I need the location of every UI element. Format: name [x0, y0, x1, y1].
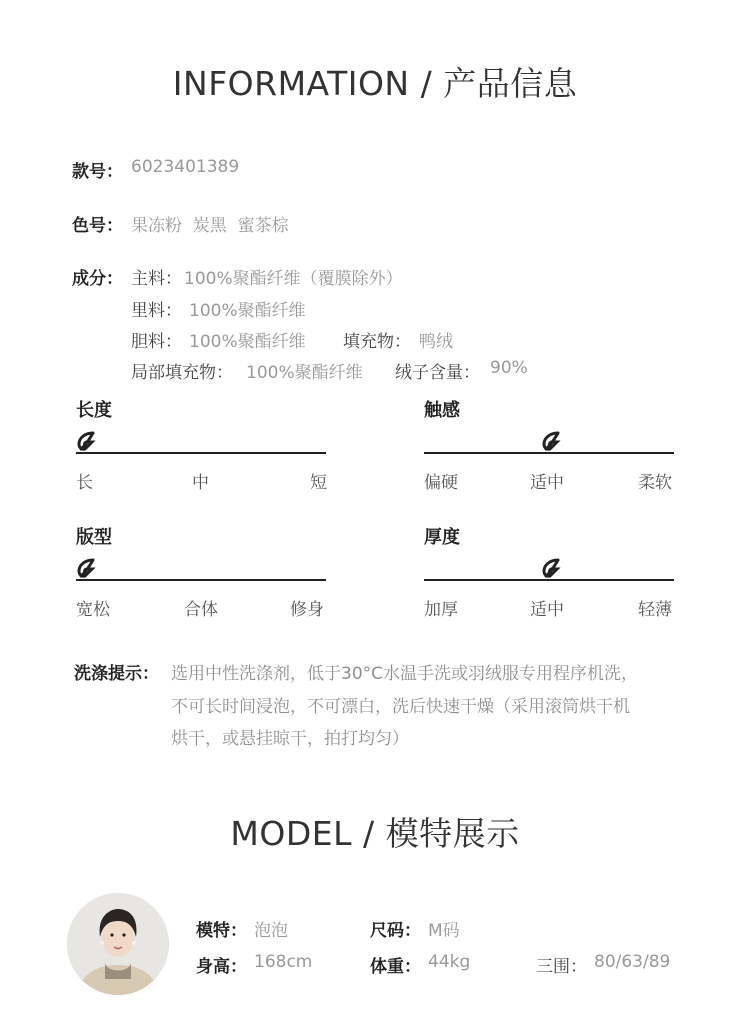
scale-thickness-title: 厚度	[424, 527, 460, 548]
scale-touch-tick-left: 偏硬	[424, 473, 458, 493]
model-weight-label: 体重：	[370, 957, 421, 977]
inner-value: 100%聚酯纤维	[189, 332, 306, 352]
lining-label: 里料：	[131, 301, 182, 321]
down-content-value: 90%	[490, 358, 528, 378]
model-measure-label: 三围：	[536, 957, 587, 977]
leaf-logo-icon	[76, 430, 98, 452]
scale-length-line	[76, 452, 326, 454]
model-weight-value: 44kg	[428, 952, 471, 972]
scale-length-tick-right: 短	[310, 473, 327, 493]
scale-length-tick-mid: 中	[192, 473, 209, 493]
model-title: MODEL / 模特展示	[230, 814, 520, 853]
main-fabric-value: 100%聚酯纤维（覆膜除外）	[184, 269, 403, 289]
model-name-label: 模特：	[196, 921, 247, 941]
partial-fill-value: 100%聚酯纤维	[246, 363, 363, 383]
scale-thickness-tick-left: 加厚	[424, 600, 458, 620]
composition-label: 成分：	[72, 269, 123, 289]
scale-fit-tick-mid: 合体	[184, 600, 218, 620]
inner-label: 胆料：	[131, 332, 182, 352]
model-height-label: 身高：	[196, 957, 247, 977]
wash-line-1: 选用中性洗涤剂，低于30°C水温手洗或羽绒服专用程序机洗，	[171, 664, 639, 684]
main-fabric-label: 主料：	[131, 269, 182, 289]
wash-line-3: 烘干，或悬挂晾干，拍打均匀）	[171, 729, 409, 749]
scale-touch-line	[424, 452, 674, 454]
leaf-logo-icon	[76, 557, 98, 579]
model-size-value: M码	[428, 921, 460, 941]
model-measure-value: 80/63/89	[594, 952, 671, 972]
scale-touch-tick-mid: 适中	[530, 473, 564, 493]
model-portrait-image	[67, 893, 169, 995]
scale-touch-title: 触感	[424, 400, 460, 421]
fill-value: 鸭绒	[419, 332, 453, 352]
scale-fit-tick-left: 宽松	[76, 600, 110, 620]
color-no-value: 果冻粉 炭黑 蜜茶棕	[131, 216, 289, 236]
model-name-value: 泡泡	[254, 921, 288, 941]
fill-label: 填充物：	[343, 332, 411, 352]
scale-length-tick-left: 长	[76, 473, 93, 493]
lining-value: 100%聚酯纤维	[189, 301, 306, 321]
partial-fill-label: 局部填充物：	[131, 363, 233, 383]
scale-fit-line	[76, 579, 326, 581]
scale-fit-title: 版型	[76, 527, 112, 548]
wash-line-2: 不可长时间浸泡，不可漂白，洗后快速干燥（采用滚筒烘干机	[171, 697, 630, 717]
scale-thickness-tick-mid: 适中	[530, 600, 564, 620]
model-height-value: 168cm	[254, 952, 313, 972]
scale-touch-tick-right: 柔软	[638, 473, 672, 493]
leaf-logo-icon	[541, 557, 563, 579]
scale-fit-tick-right: 修身	[290, 600, 324, 620]
scale-length-title: 长度	[76, 400, 112, 421]
model-size-label: 尺码：	[370, 921, 421, 941]
style-no-value: 6023401389	[131, 157, 240, 177]
scale-thickness-line	[424, 579, 674, 581]
down-content-label: 绒子含量：	[395, 363, 480, 383]
color-no-label: 色号：	[72, 216, 123, 236]
model-avatar	[67, 893, 169, 995]
style-no-label: 款号：	[72, 162, 123, 182]
info-title: INFORMATION / 产品信息	[172, 64, 578, 103]
scale-thickness-tick-right: 轻薄	[638, 600, 672, 620]
wash-label: 洗涤提示：	[74, 664, 159, 684]
leaf-logo-icon	[541, 430, 563, 452]
